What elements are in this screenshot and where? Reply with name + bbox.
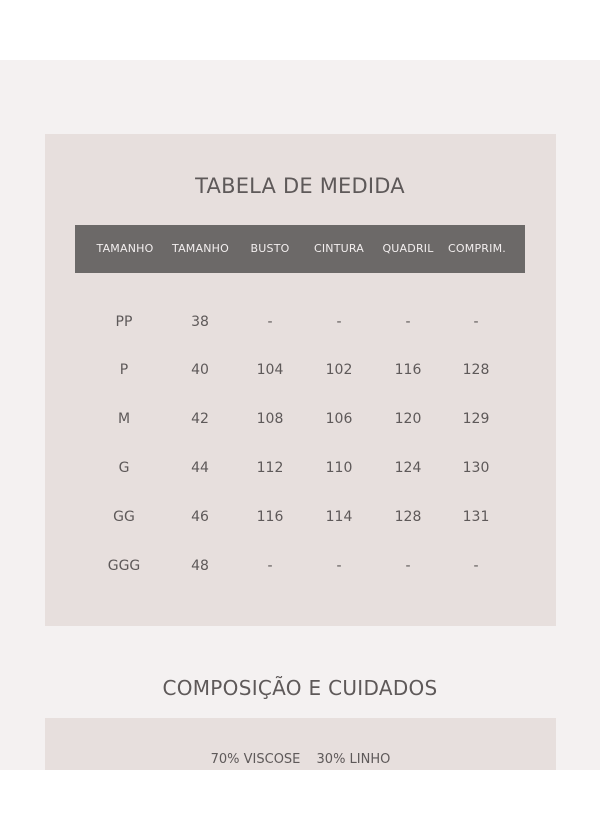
header-busto: BUSTO bbox=[250, 242, 290, 255]
table-cell: - bbox=[267, 314, 273, 330]
table-row bbox=[0, 456, 600, 480]
table-cell: 130 bbox=[462, 460, 490, 476]
table-row bbox=[0, 310, 600, 334]
table-cell: 44 bbox=[191, 460, 209, 476]
table-cell: - bbox=[473, 314, 479, 330]
composition-item-viscose: 70% VISCOSE bbox=[210, 752, 301, 767]
composition-title: COMPOSIÇÃO E CUIDADOS bbox=[162, 676, 438, 700]
table-cell: 128 bbox=[394, 509, 422, 525]
table-cell: 48 bbox=[191, 558, 209, 574]
header-tamanho-letter: TAMANHO bbox=[96, 242, 154, 255]
table-cell: 124 bbox=[394, 460, 422, 476]
header-tamanho-number: TAMANHO bbox=[172, 242, 229, 255]
table-cell: 102 bbox=[325, 362, 353, 378]
header-comprim: COMPRIM. bbox=[448, 242, 506, 255]
size-table-header bbox=[75, 225, 525, 273]
table-cell: - bbox=[267, 558, 273, 574]
table-cell: 108 bbox=[256, 411, 284, 427]
table-cell: 42 bbox=[191, 411, 209, 427]
table-cell: GG bbox=[113, 509, 135, 525]
table-cell: - bbox=[473, 558, 479, 574]
table-cell: 38 bbox=[191, 314, 209, 330]
table-row bbox=[0, 554, 600, 578]
table-cell: 129 bbox=[462, 411, 490, 427]
table-cell: 110 bbox=[325, 460, 353, 476]
composition-text bbox=[45, 752, 556, 767]
table-cell: GGG bbox=[107, 558, 141, 574]
table-row bbox=[0, 505, 600, 529]
table-cell: 104 bbox=[256, 362, 284, 378]
table-cell: 120 bbox=[394, 411, 422, 427]
table-cell: - bbox=[336, 558, 342, 574]
table-cell: - bbox=[405, 558, 411, 574]
table-cell: 131 bbox=[462, 509, 490, 525]
table-cell: PP bbox=[115, 314, 133, 330]
table-cell: 116 bbox=[394, 362, 422, 378]
table-row bbox=[0, 358, 600, 382]
table-cell: 116 bbox=[256, 509, 284, 525]
size-table-title: TABELA DE MEDIDA bbox=[195, 174, 405, 198]
table-cell: M bbox=[117, 411, 131, 427]
table-cell: - bbox=[405, 314, 411, 330]
table-cell: 114 bbox=[325, 509, 353, 525]
table-cell: - bbox=[336, 314, 342, 330]
header-quadril: QUADRIL bbox=[382, 242, 434, 255]
header-cintura: CINTURA bbox=[313, 242, 365, 255]
table-cell: G bbox=[118, 460, 130, 476]
composition-item-linho: 30% LINHO bbox=[316, 752, 391, 767]
table-row bbox=[0, 407, 600, 431]
table-cell: 112 bbox=[256, 460, 284, 476]
composition-card bbox=[45, 718, 556, 770]
table-cell: 106 bbox=[325, 411, 353, 427]
table-cell: P bbox=[119, 362, 129, 378]
table-cell: 40 bbox=[191, 362, 209, 378]
table-cell: 46 bbox=[191, 509, 209, 525]
table-cell: 128 bbox=[462, 362, 490, 378]
